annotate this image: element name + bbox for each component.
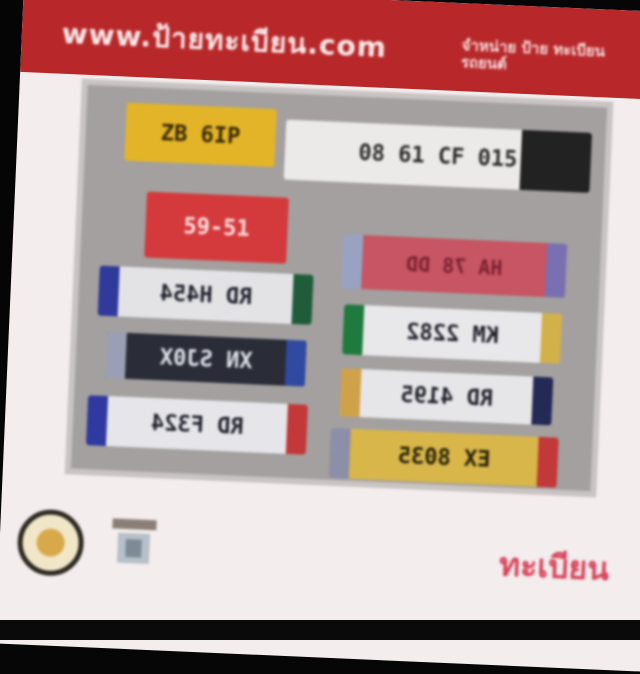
- banner-title: www.ป้ายทะเบียน.com: [61, 16, 388, 64]
- plate-text: 59-51: [182, 213, 251, 242]
- plate-text: EX 8035: [396, 443, 491, 473]
- license-plate: [124, 103, 276, 167]
- plate-band-right: [540, 313, 562, 364]
- plate-band-right: [286, 404, 308, 455]
- plate-band-right: [537, 437, 559, 488]
- plate-band-right: [285, 340, 307, 387]
- plate-band-left: [342, 304, 364, 355]
- plate-text: RD 4195: [399, 382, 494, 412]
- license-plate: [339, 368, 553, 425]
- plate-band-right: [291, 274, 313, 325]
- plate-text: RD F324: [150, 410, 244, 440]
- plate-band-right: [531, 377, 553, 426]
- plate-text: HA 78 DD: [405, 251, 503, 281]
- license-plate: [105, 332, 307, 387]
- license-plate: [342, 304, 562, 363]
- plate-band-left: [86, 395, 108, 446]
- bottom-logos: [9, 504, 213, 613]
- plate-text: KM 2282: [405, 319, 500, 349]
- plate-band-left: [341, 234, 363, 289]
- plate-band-left: [329, 428, 351, 479]
- license-plate: [284, 120, 592, 193]
- license-plate: [329, 428, 559, 488]
- plate-board: [65, 79, 614, 498]
- plate-band-right: [545, 243, 567, 298]
- license-plate: [144, 192, 289, 264]
- plate-text: 08 61 CF 015: [357, 140, 518, 173]
- license-plate: [86, 395, 308, 455]
- license-plate: [98, 266, 314, 325]
- plate-band-left: [98, 266, 120, 317]
- plate-band-left: [339, 368, 361, 417]
- plate-text: ZB 6IP: [160, 120, 241, 150]
- corner-stamp: ทะเบียน: [498, 545, 611, 589]
- plate-text: RD H454: [158, 280, 253, 310]
- plate-band-right: [519, 130, 592, 193]
- banner-side-text: จำหน่าย ป้าย ทะเบียน รถยนต์: [460, 36, 606, 74]
- license-plate: [341, 234, 567, 298]
- seal-logo-icon: [16, 508, 85, 577]
- plate-text: XN SJ0X: [158, 344, 253, 374]
- plate-band-left: [105, 332, 127, 379]
- bottom-black-border: [0, 620, 640, 640]
- small-emblem-icon: [107, 516, 161, 570]
